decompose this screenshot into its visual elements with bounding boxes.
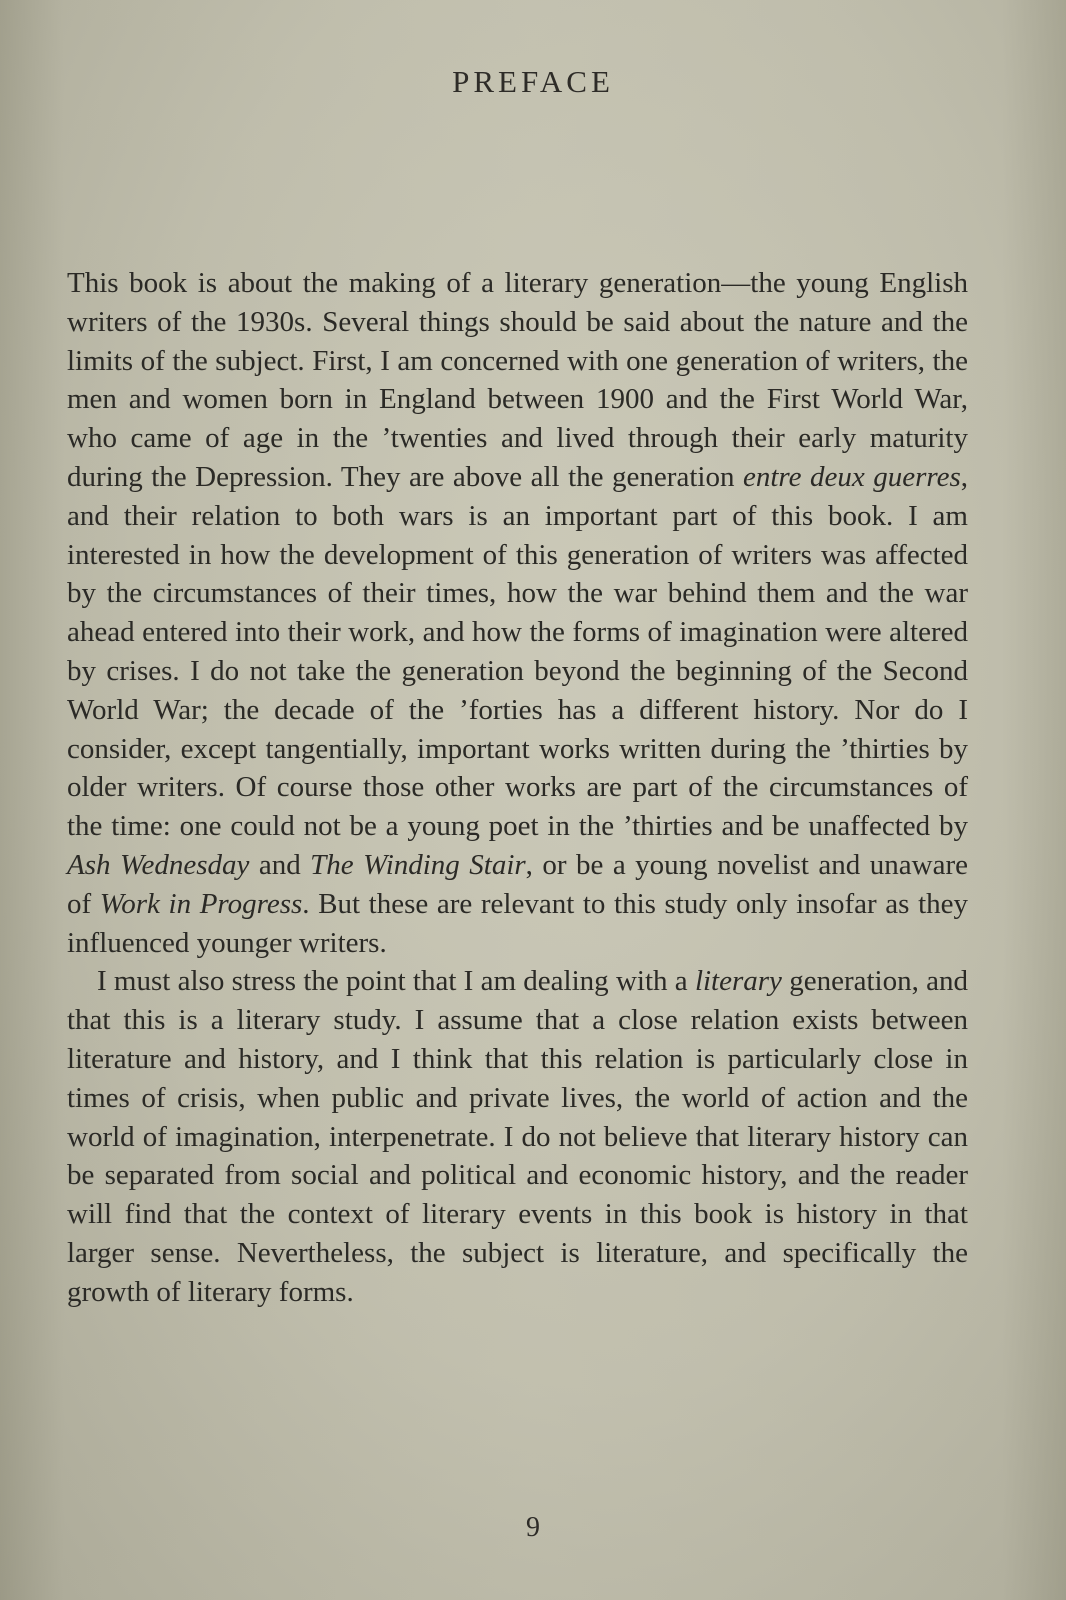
text-segment: generation, and that this is a literary study. I assume that a close relation exists between literature and history, and I think that this relation is particularly close in times of crisis, when public and private lives, the world of action and the world of imagination, interpenetrate. I do not believe that literary history can be separated from social and political and economic history, and the reader will find that the context of literary events in this book is history in that larger sense. Nevertheless, the subject is literature, and specifically the growth of literary forms. <box>67 965 968 1308</box>
text-segment: and <box>249 848 311 881</box>
page-number: 9 <box>526 1512 540 1543</box>
text-segment: , or be a young novelist and unaware of <box>67 848 968 920</box>
text-segment: I must also stress the point that I am dealing with a <box>97 965 695 998</box>
italic-title: Ash Wednesday <box>67 848 250 881</box>
italic-word: literary <box>694 965 782 998</box>
italic-title: The Winding Stair <box>310 848 526 881</box>
preface-body <box>67 264 968 1312</box>
text-segment: This book is about the making of a literary generation—the young English writers of the 1930s. Several things should be said about the nature and the limits of the subject. First, I am concerned with one generation of writers, the men and women born in England between 1900 and the First World War, who came of age in the ’twenties and lived through their early maturity during the Depression. They are above all the generation <box>67 267 968 493</box>
paragraph-2 <box>67 962 968 1311</box>
text-segment: . But these are relevant to this study only insofar as they influenced younger writers. <box>67 887 968 959</box>
paragraph-1 <box>67 264 968 962</box>
text-segment: , and their relation to both wars is an important part of this book. I am interested in how the development of this generation of writers was affected by the circumstances of their times, how the war behind them and the war ahead entered into their work, and how the forms of imagination were altered by crises. I do not take the generation beyond the beginning of the Second World War; the decade of the ’forties has a different history. Nor do I consider, except tangentially, important works written during the ’thirties by older writers. Of course those other works are part of the circumstances of the time: one could not be a young poet in the ’thirties and be unaffected by <box>67 460 968 843</box>
italic-title: Work in Progress <box>99 887 303 920</box>
page-title: PREFACE <box>452 64 614 99</box>
italic-phrase: entre deux guerres <box>742 460 961 493</box>
